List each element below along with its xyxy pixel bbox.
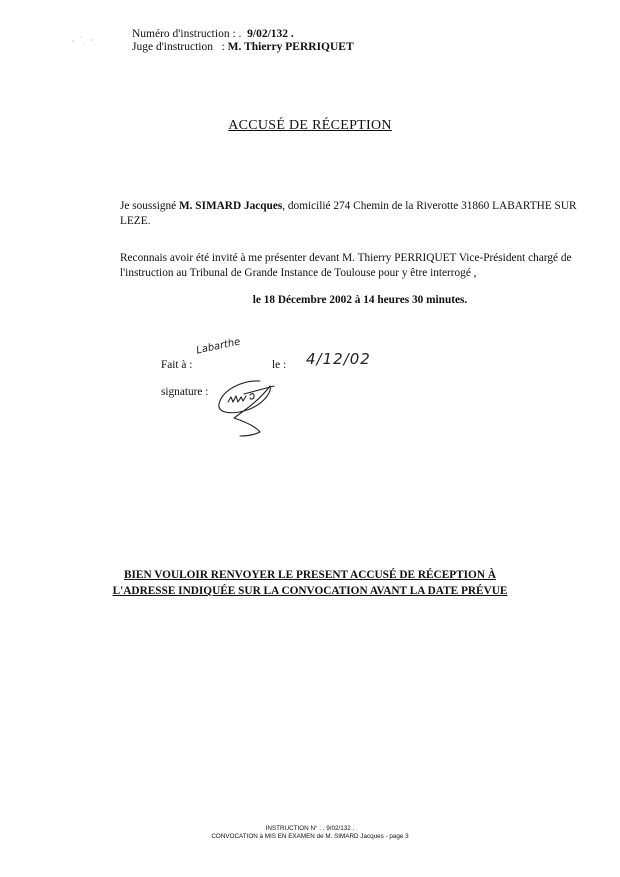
fait-label: Fait à : [161,359,193,371]
judge-label: Juge d'instruction [132,41,213,53]
judge-name: M. Thierry PERRIQUET [227,41,354,53]
return-notice-line-2: L'ADRESSE INDIQUÉE SUR LA CONVOCATION AVANT LA DATE PRÉVUE [112,585,508,597]
declarant-address-cont: LEZE. [120,215,151,227]
declarant-address: , domicilié 274 Chemin de la Riverotte 31860 LABARTHE SUR [282,200,577,212]
summons-line-1: Reconnais avoir été invité à me présenter devant M. Thierry PERRIQUET Vice-Président chargé de [120,252,572,264]
judge-separator: : [221,41,225,53]
footer-instruction: INSTRUCTION N° : . 9/02/132 . [265,825,355,832]
declarant-name: M. SIMARD Jacques [179,200,283,212]
document-title [0,118,620,134]
scan-specks [70,34,98,48]
fait-handwritten-place: Labarthe [195,336,242,357]
le-handwritten-date: 4/12/02 [306,350,371,368]
document-title-text: ACCUSÉ DE RÉCEPTION [228,118,392,133]
handwritten-signature [212,372,282,438]
appointment-date: le 18 Décembre 2002 à 14 heures 30 minutes. [252,294,468,306]
signature-label: signature : [161,386,209,398]
summons-line-2: l'instruction au Tribunal de Grande Instance de Toulouse pour y être interrogé , [120,267,477,279]
instruction-number: 9/02/132 . [247,28,294,40]
instruction-label: Numéro d'instruction : . [132,28,242,40]
return-notice-line-1: BIEN VOULOIR RENVOYER LE PRESENT ACCUSÉ DE RÉCEPTION À [123,569,496,581]
declaration-prefix: Je soussigné [120,200,177,212]
declaration-paragraph [120,199,600,229]
summons-paragraph [120,251,600,281]
footer-convocation: CONVOCATION à MIS EN EXAMEN de M. SIMARD Jacques - page 3 [211,833,409,840]
le-label: le : [272,359,287,371]
instruction-number-line [132,28,294,41]
judge-line [132,41,354,54]
